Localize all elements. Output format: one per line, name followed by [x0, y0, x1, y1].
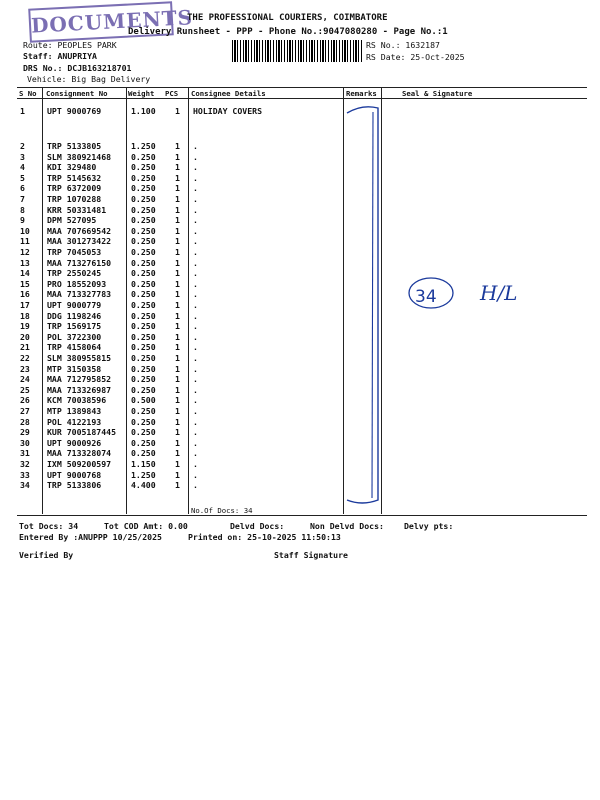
table-row — [0, 311, 600, 321]
row-consignment-no: TRP 1070288 — [47, 194, 102, 204]
row-weight: 0.250 — [131, 437, 156, 448]
row-pcs: 1 — [175, 342, 180, 353]
row-consignment-no: SLM 380921468 — [47, 151, 112, 162]
row-weight: 0.250 — [131, 215, 156, 226]
row-pcs: 1 — [175, 278, 180, 289]
row-weight: 0.250 — [131, 363, 156, 374]
table-header-rule — [17, 98, 587, 99]
row-consignment-no: KCM 70038596 — [47, 395, 107, 406]
row-consignee-details: . — [193, 437, 198, 448]
row-weight: 1.250 — [131, 469, 156, 480]
row-pcs: 1 — [175, 395, 180, 406]
row-pcs: 1 — [175, 448, 180, 459]
table-row — [0, 289, 600, 299]
row-weight: 0.250 — [131, 278, 156, 289]
rs-date: RS Date: 25-Oct-2025 — [366, 52, 465, 62]
row-weight: 0.250 — [131, 236, 156, 247]
row-weight: 0.250 — [131, 427, 156, 438]
row-sno: 22 — [20, 353, 30, 363]
row-consignment-no: MAA 713327783 — [47, 289, 112, 300]
drs-number: DRS No.: DCJB163218701 — [23, 63, 132, 73]
row-sno: 2 — [20, 141, 25, 151]
row-consignee-details: . — [193, 172, 198, 183]
row-pcs: 1 — [175, 215, 180, 226]
table-row — [0, 279, 600, 289]
documents-stamp: DOCUMENTS — [28, 1, 174, 42]
row-consignment-no: UPT 9000769 — [47, 106, 102, 116]
col-header-sno: S No — [19, 89, 37, 98]
row-consignment-no: POL 4122193 — [47, 416, 102, 427]
row-weight: 0.250 — [131, 384, 156, 395]
non-delvd-docs: Non Delvd Docs: — [310, 521, 384, 531]
row-consignee-details: . — [193, 480, 198, 491]
row-sno: 21 — [20, 342, 30, 353]
row-consignment-no: TRP 2550245 — [47, 268, 102, 279]
row-sno: 30 — [20, 437, 30, 448]
col-header-consignment: Consignment No — [46, 89, 108, 98]
row-pcs: 1 — [175, 225, 180, 236]
row-consignee-details: . — [193, 300, 198, 310]
delvy-pts: Delvy pts: — [404, 521, 454, 531]
row-weight: 0.250 — [131, 331, 156, 342]
table-top-rule — [17, 87, 587, 88]
row-sno: 8 — [20, 204, 25, 215]
row-consignee-details: . — [193, 395, 198, 406]
row-pcs: 1 — [175, 289, 180, 300]
row-sno: 6 — [20, 183, 25, 194]
row-sno: 11 — [20, 236, 30, 247]
table-row — [0, 364, 600, 374]
row-consignee-details: . — [193, 289, 198, 300]
row-pcs: 1 — [175, 406, 180, 416]
no-of-docs: No.Of Docs: 34 — [191, 506, 253, 515]
table-row — [0, 321, 600, 331]
row-consignee-details: . — [193, 459, 198, 469]
ink-count: 34 — [415, 287, 437, 307]
row-pcs: 1 — [175, 310, 180, 321]
verified-by: Verified By — [19, 550, 74, 560]
table-row — [0, 236, 600, 246]
row-weight: 0.250 — [131, 194, 156, 204]
col-header-remarks: Remarks — [346, 89, 377, 98]
row-consignee-details: . — [193, 204, 198, 215]
row-consignment-no: TRP 4158064 — [47, 342, 102, 353]
row-sno: 5 — [20, 172, 25, 183]
vehicle: Vehicle: Big Bag Delivery — [27, 74, 151, 84]
table-row — [0, 353, 600, 363]
company-name: THE PROFESSIONAL COURIERS, COIMBATORE — [187, 13, 388, 23]
row-sno: 17 — [20, 300, 30, 310]
table-row — [0, 459, 600, 469]
row-consignment-no: MTP 3150358 — [47, 363, 102, 374]
table-row — [0, 374, 600, 384]
table-row — [0, 162, 600, 172]
row-pcs: 1 — [175, 374, 180, 385]
table-row — [0, 152, 600, 162]
row-pcs: 1 — [175, 172, 180, 183]
row-consignee-details: HOLIDAY COVERS — [193, 106, 263, 116]
row-consignee-details: . — [193, 310, 198, 321]
row-weight: 0.250 — [131, 406, 156, 416]
row-pcs: 1 — [175, 300, 180, 310]
tot-cod-amt: Tot COD Amt: 0.00 — [104, 521, 188, 531]
row-consignment-no: UPT 9000926 — [47, 437, 102, 448]
row-pcs: 1 — [175, 236, 180, 247]
table-row — [0, 268, 600, 278]
row-weight: 0.500 — [131, 395, 156, 406]
row-consignment-no: MAA 713326987 — [47, 384, 112, 395]
row-sno: 34 — [20, 480, 30, 491]
table-row — [0, 183, 600, 193]
row-pcs: 1 — [175, 204, 180, 215]
row-consignment-no: TRP 5133805 — [47, 141, 102, 151]
row-consignment-no: PRO 18552093 — [47, 278, 107, 289]
row-consignment-no: DPM 527095 — [47, 215, 97, 226]
printed-on: Printed on: 25-10-2025 11:50:13 — [188, 532, 341, 542]
row-sno: 29 — [20, 427, 30, 438]
row-consignee-details: . — [193, 162, 198, 173]
row-consignment-no: MAA 713328074 — [47, 448, 112, 459]
row-weight: 0.250 — [131, 225, 156, 236]
runsheet-title: Delivery Runsheet - PPP - Phone No.:9047080280 - Page No.:1 — [128, 27, 448, 37]
row-consignment-no: MAA 712795852 — [47, 374, 112, 385]
row-sno: 31 — [20, 448, 30, 459]
row-pcs: 1 — [175, 106, 180, 116]
table-row — [0, 480, 600, 490]
table-row — [0, 247, 600, 257]
row-pcs: 1 — [175, 247, 180, 257]
row-weight: 0.250 — [131, 416, 156, 427]
row-consignment-no: MAA 707669542 — [47, 225, 112, 236]
row-sno: 18 — [20, 310, 30, 321]
row-consignment-no: TRP 1569175 — [47, 321, 102, 332]
table-row — [0, 205, 600, 215]
row-consignee-details: . — [193, 331, 198, 342]
row-pcs: 1 — [175, 331, 180, 342]
row-sno: 9 — [20, 215, 25, 226]
row-pcs: 1 — [175, 480, 180, 491]
row-consignee-details: . — [193, 215, 198, 226]
row-weight: 0.250 — [131, 257, 156, 268]
row-consignment-no: IXM 509200597 — [47, 459, 112, 469]
row-consignee-details: . — [193, 353, 198, 363]
row-consignee-details: . — [193, 406, 198, 416]
col-header-signature: Seal & Signature — [402, 89, 473, 98]
row-sno: 3 — [20, 151, 25, 162]
row-sno: 12 — [20, 247, 30, 257]
row-sno: 13 — [20, 257, 30, 268]
row-weight: 0.250 — [131, 448, 156, 459]
row-consignee-details: . — [193, 384, 198, 395]
row-consignment-no: TRP 6372009 — [47, 183, 102, 194]
row-consignee-details: . — [193, 236, 198, 247]
row-weight: 0.250 — [131, 374, 156, 385]
row-sno: 20 — [20, 331, 30, 342]
row-consignment-no: MAA 713276150 — [47, 257, 112, 268]
row-weight: 0.250 — [131, 353, 156, 363]
row-consignment-no: MTP 1389843 — [47, 406, 102, 416]
row-sno: 32 — [20, 459, 30, 469]
row-consignee-details: . — [193, 448, 198, 459]
row-consignee-details: . — [193, 278, 198, 289]
table-row — [0, 300, 600, 310]
row-pcs: 1 — [175, 363, 180, 374]
table-row — [0, 470, 600, 480]
row-pcs: 1 — [175, 257, 180, 268]
row-consignee-details: . — [193, 268, 198, 279]
table-row — [0, 448, 600, 458]
table-row — [0, 342, 600, 352]
row-consignment-no: MAA 301273422 — [47, 236, 112, 247]
row-consignment-no: UPT 9000768 — [47, 469, 102, 480]
row-weight: 0.250 — [131, 300, 156, 310]
row-consignee-details: . — [193, 342, 198, 353]
row-pcs: 1 — [175, 268, 180, 279]
table-row — [0, 173, 600, 183]
row-sno: 26 — [20, 395, 30, 406]
row-pcs: 1 — [175, 162, 180, 173]
row-sno: 24 — [20, 374, 30, 385]
row-sno: 28 — [20, 416, 30, 427]
table-row — [0, 438, 600, 448]
row-consignee-details: . — [193, 363, 198, 374]
row-consignee-details: . — [193, 427, 198, 438]
row-pcs: 1 — [175, 427, 180, 438]
table-row — [0, 332, 600, 342]
row-weight: 0.250 — [131, 310, 156, 321]
row-sno: 27 — [20, 406, 30, 416]
row-sno: 25 — [20, 384, 30, 395]
entered-by: Entered By :ANUPPP 10/25/2025 — [19, 532, 162, 542]
row-weight: 1.100 — [131, 106, 156, 116]
row-weight: 0.250 — [131, 204, 156, 215]
staff-signature: Staff Signature — [274, 550, 348, 560]
table-row — [0, 406, 600, 416]
table-row — [0, 194, 600, 204]
row-consignee-details: . — [193, 469, 198, 480]
row-weight: 4.400 — [131, 480, 156, 491]
col-header-pcs: PCS — [165, 89, 179, 98]
col-header-weight: Weight — [128, 89, 155, 98]
barcode — [232, 40, 362, 62]
row-sno: 15 — [20, 278, 30, 289]
row-pcs: 1 — [175, 183, 180, 194]
row-pcs: 1 — [175, 416, 180, 427]
row-weight: 0.250 — [131, 268, 156, 279]
row-pcs: 1 — [175, 384, 180, 395]
row-weight: 0.250 — [131, 289, 156, 300]
tot-docs: Tot Docs: 34 — [19, 521, 79, 531]
row-consignment-no: TRP 5133806 — [47, 480, 102, 491]
row-consignee-details: . — [193, 416, 198, 427]
row-sno: 19 — [20, 321, 30, 332]
row-pcs: 1 — [175, 321, 180, 332]
row-pcs: 1 — [175, 353, 180, 363]
row-consignee-details: . — [193, 194, 198, 204]
row-consignee-details: . — [193, 374, 198, 385]
delvd-docs: Delvd Docs: — [230, 521, 285, 531]
row-consignment-no: KDI 329480 — [47, 162, 97, 173]
row-sno: 23 — [20, 363, 30, 374]
row-weight: 0.250 — [131, 183, 156, 194]
rs-number: RS No.: 1632187 — [366, 40, 440, 50]
row-pcs: 1 — [175, 469, 180, 480]
route: Route: PEOPLES PARK — [23, 40, 117, 50]
row-weight: 0.250 — [131, 151, 156, 162]
row-weight: 1.150 — [131, 459, 156, 469]
row-pcs: 1 — [175, 194, 180, 204]
row-weight: 0.250 — [131, 342, 156, 353]
row-pcs: 1 — [175, 151, 180, 162]
row-pcs: 1 — [175, 437, 180, 448]
table-row — [0, 385, 600, 395]
row-weight: 0.250 — [131, 321, 156, 332]
row-consignee-details: . — [193, 225, 198, 236]
staff: Staff: ANUPRIYA — [23, 51, 97, 61]
row-consignee-details: . — [193, 247, 198, 257]
row-sno: 10 — [20, 225, 30, 236]
table-row — [0, 141, 600, 151]
table-row — [0, 215, 600, 225]
row-sno: 7 — [20, 194, 25, 204]
ink-initials: H/L — [480, 281, 518, 305]
row-consignee-details: . — [193, 151, 198, 162]
row-weight: 0.250 — [131, 172, 156, 183]
row-sno: 16 — [20, 289, 30, 300]
row-weight: 1.250 — [131, 141, 156, 151]
row-pcs: 1 — [175, 141, 180, 151]
table-row — [0, 106, 600, 116]
row-consignee-details: . — [193, 321, 198, 332]
row-consignment-no: UPT 9000779 — [47, 300, 102, 310]
row-sno: 33 — [20, 469, 30, 480]
row-consignment-no: TRP 7045053 — [47, 247, 102, 257]
row-sno: 14 — [20, 268, 30, 279]
row-consignment-no: KRR 50331481 — [47, 204, 107, 215]
row-sno: 4 — [20, 162, 25, 173]
table-row — [0, 417, 600, 427]
table-row — [0, 226, 600, 236]
table-bottom-rule — [17, 515, 587, 516]
row-consignee-details: . — [193, 141, 198, 151]
row-pcs: 1 — [175, 459, 180, 469]
table-row — [0, 395, 600, 405]
row-sno: 1 — [20, 106, 25, 116]
table-row — [0, 258, 600, 268]
row-consignment-no: SLM 380955815 — [47, 353, 112, 363]
col-header-consignee: Consignee Details — [191, 89, 266, 98]
row-consignment-no: POL 3722300 — [47, 331, 102, 342]
row-consignee-details: . — [193, 183, 198, 194]
table-row — [0, 427, 600, 437]
row-consignment-no: TRP 5145632 — [47, 172, 102, 183]
row-consignment-no: DDG 1198246 — [47, 310, 102, 321]
row-weight: 0.250 — [131, 247, 156, 257]
row-consignee-details: . — [193, 257, 198, 268]
row-consignment-no: KUR 7005187445 — [47, 427, 117, 438]
row-weight: 0.250 — [131, 162, 156, 173]
